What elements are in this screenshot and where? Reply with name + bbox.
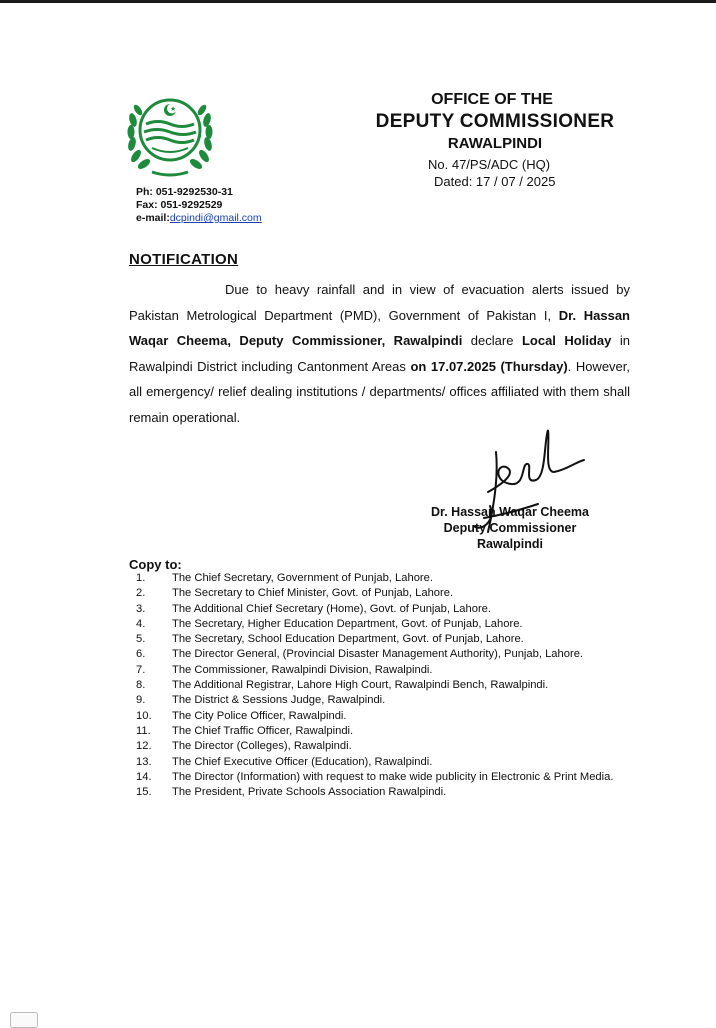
punjab-government-emblem-icon (122, 86, 218, 182)
email-line (136, 212, 262, 225)
signer-designation: Deputy Commissioner (443, 521, 577, 535)
contact-block (136, 186, 262, 225)
notification-title: NOTIFICATION (129, 251, 239, 268)
list-item (136, 632, 666, 647)
list-item (136, 755, 666, 770)
list-item (136, 739, 666, 754)
list-item (136, 785, 666, 800)
item-number: 4. (136, 617, 146, 630)
item-text: The Director (Information) with request to make wide publicity in Electronic & Print Media. (172, 770, 614, 783)
email-link[interactable]: dcpindi@gmail.com (169, 212, 262, 224)
item-text: The Chief Secretary, Government of Punjab, Lahore. (172, 572, 433, 584)
item-number: 11. (136, 724, 151, 737)
office-heading (360, 90, 630, 154)
item-text: The Commissioner, Rawalpindi Division, Rawalpindi. (172, 663, 433, 676)
list-item (136, 709, 666, 724)
item-number: 9. (136, 694, 146, 707)
item-number: 6. (136, 648, 146, 661)
item-text: The Chief Traffic Officer, Rawalpindi. (172, 724, 354, 737)
list-item (136, 617, 666, 632)
item-number: 1. (136, 572, 146, 584)
item-text: The Director General, (Provincial Disaster Management Authority), Punjab, Lahore. (172, 648, 584, 661)
item-text: The Secretary, School Education Department, Govt. of Punjab, Lahore. (172, 633, 524, 646)
signer-name: Dr. Hassan Waqar Cheema (431, 505, 589, 519)
item-text: The Director (Colleges), Rawalpindi. (172, 740, 352, 753)
copy-to-title: Copy to: (129, 557, 182, 572)
item-number: 13. (136, 755, 152, 768)
item-number: 10. (136, 709, 152, 722)
signer-location: Rawalpindi (477, 537, 543, 551)
body-segment-date: on 17.07.2025 (Thursday) (410, 358, 568, 374)
phone-number: Ph: 051-9292530-31 (136, 186, 233, 198)
list-item (136, 724, 666, 739)
item-number: 7. (136, 663, 146, 676)
email-label: e-mail: (136, 212, 170, 224)
item-text: The Chief Executive Officer (Education), Rawalpindi. (172, 755, 433, 768)
item-text: The Additional Registrar, Lahore High Court, Rawalpindi Bench, Rawalpindi. (172, 679, 549, 692)
item-number: 15. (136, 786, 152, 799)
list-item (136, 663, 666, 678)
item-number: 3. (136, 602, 146, 615)
item-text: The Secretary, Higher Education Department, Govt. of Punjab, Lahore. (172, 617, 523, 630)
body-segment-1: Due to heavy rainfall and in view of evacuation alerts issued by Pakistan Metrological Department (PMD), Government of Pakistan I, (129, 282, 630, 323)
item-number: 14. (136, 770, 152, 783)
item-number: 8. (136, 679, 146, 692)
item-text: The President, Private Schools Association Rawalpindi. (172, 786, 447, 799)
copy-to-list (136, 571, 666, 800)
body-segment-officer: Dr. Hassan Waqar Cheema, Deputy Commissioner, Rawalpindi (129, 307, 630, 348)
item-text: The City Police Officer, Rawalpindi. (172, 709, 347, 722)
body-segment-3: declare (462, 333, 522, 348)
item-text: The Secretary to Chief Minister, Govt. of Punjab, Lahore. (172, 587, 454, 600)
item-number: 2. (136, 587, 146, 600)
item-number: 12. (136, 740, 152, 753)
item-text: The District & Sessions Judge, Rawalpindi. (172, 694, 386, 707)
body-segment-holiday: Local Holiday (521, 333, 612, 348)
list-item (136, 770, 666, 785)
body-segment-5: in Rawalpindi District including Cantonment Areas (129, 333, 630, 374)
office-line-3: RAWALPINDI (447, 135, 543, 152)
notification-paragraph (129, 277, 630, 430)
item-text: The Additional Chief Secretary (Home), Govt. of Punjab, Lahore. (172, 602, 492, 615)
fax-number: Fax: 051-9292529 (136, 199, 223, 211)
list-item (136, 571, 666, 586)
office-line-2: DEPUTY COMMISSIONER (375, 111, 615, 132)
office-line-1: OFFICE OF THE (431, 91, 553, 108)
signer-block (410, 504, 610, 552)
list-item (136, 647, 666, 662)
reference-number: No. 47/PS/ADC (HQ) (428, 157, 551, 172)
list-item (136, 678, 666, 693)
corner-tab (10, 1012, 38, 1028)
item-number: 5. (136, 633, 146, 646)
notification-body (129, 277, 630, 430)
dated-line: Dated: 17 / 07 / 2025 (434, 174, 556, 189)
list-item (136, 602, 666, 617)
body-segment-7: . However, all emergency/ relief dealing institutions / departments/ offices affiliated with them shall remain operational. (129, 358, 631, 425)
reference-block (428, 156, 555, 190)
list-item (136, 586, 666, 601)
list-item (136, 693, 666, 708)
